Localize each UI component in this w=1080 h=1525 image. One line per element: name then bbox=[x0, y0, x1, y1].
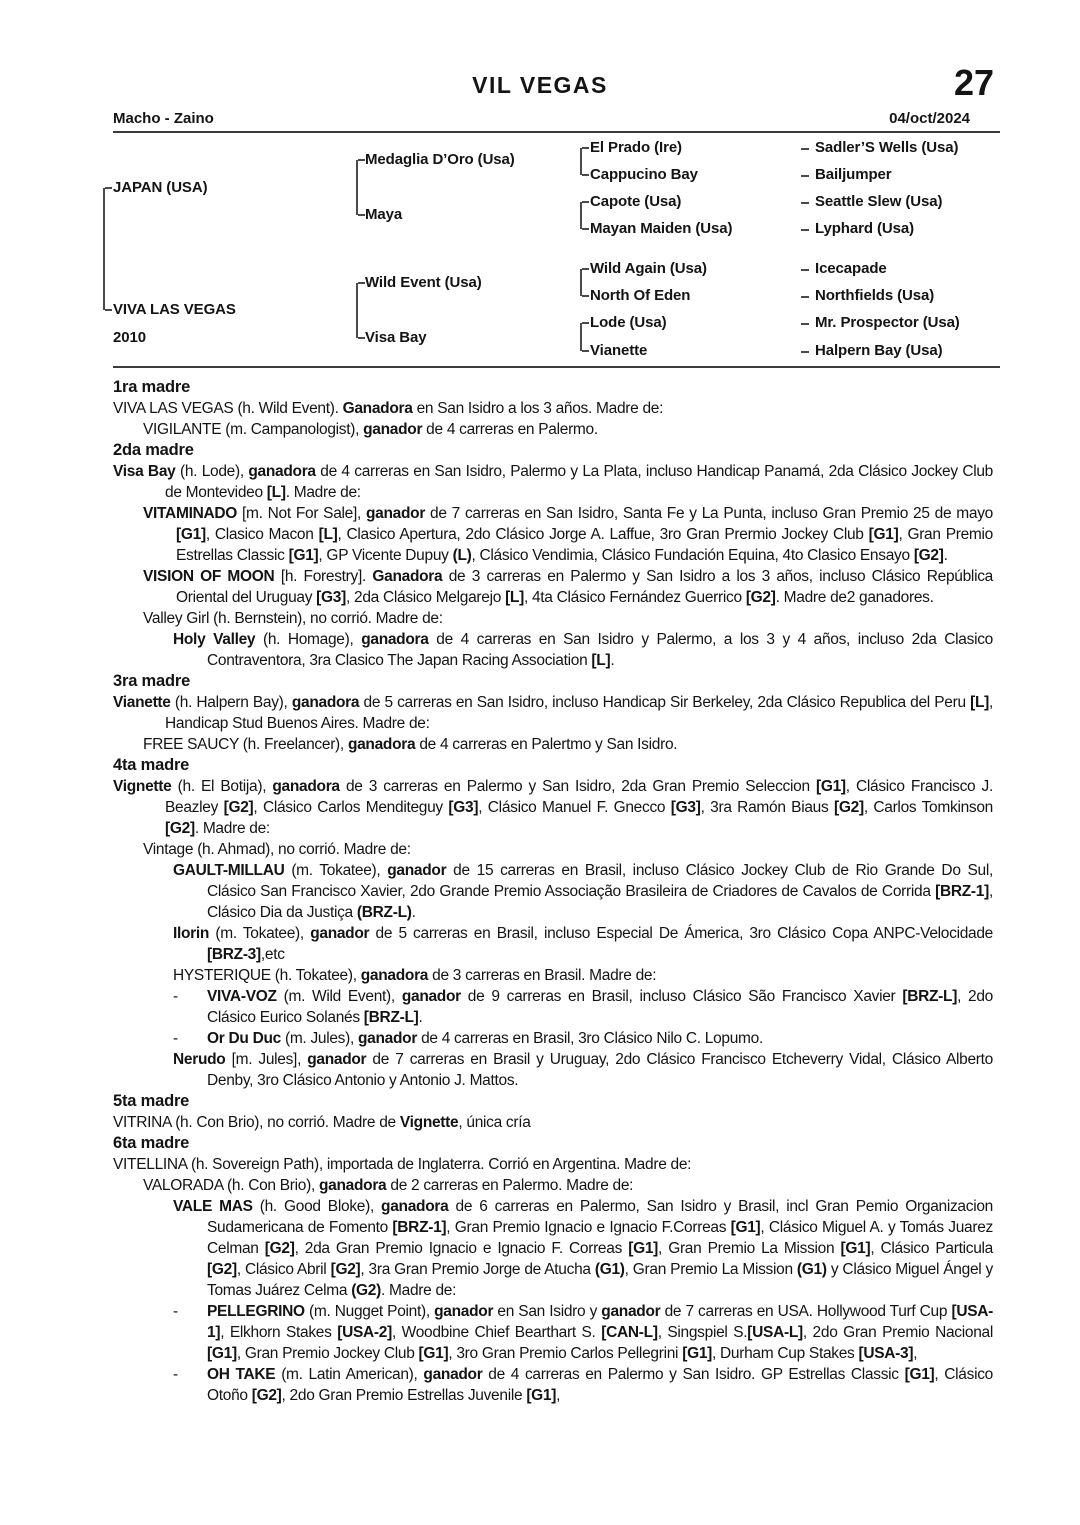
family-paragraph bbox=[113, 461, 993, 503]
pedigree-dash-tick bbox=[801, 269, 809, 271]
pedigree-name: Vianette bbox=[590, 342, 648, 359]
text-segment: ganador bbox=[363, 421, 423, 438]
text-segment: [G2] bbox=[251, 1387, 282, 1404]
text-segment: y Clásico Miguel Ángel y Tomas Juárez Celma bbox=[207, 1261, 993, 1299]
section-heading: 5ta madre bbox=[113, 1092, 190, 1110]
text-segment: , Clásico Carlos Menditeguy bbox=[253, 799, 449, 816]
text-segment: , Gran Premio Estrellas Classic bbox=[176, 526, 993, 564]
family-paragraph bbox=[113, 1112, 993, 1133]
text-segment: . bbox=[943, 547, 948, 564]
text-segment: ganador bbox=[366, 505, 426, 522]
pedigree-dash-tick bbox=[801, 148, 809, 150]
family-paragraph bbox=[113, 734, 993, 755]
text-segment: , Clásico Manuel F. Gnecco bbox=[478, 799, 671, 816]
text-segment: ganador bbox=[423, 1366, 483, 1383]
text-segment: (h. Halpern Bay), bbox=[170, 694, 292, 711]
pedigree-bracket bbox=[580, 323, 589, 351]
section-heading: 4ta madre bbox=[113, 756, 190, 774]
text-segment: Holy Valley bbox=[173, 631, 256, 648]
pedigree-bracket bbox=[103, 188, 112, 310]
text-segment: [L] bbox=[591, 652, 611, 669]
text-segment: Ganadora bbox=[372, 568, 443, 585]
text-segment: OH TAKE bbox=[207, 1366, 276, 1383]
text-segment: Ilorin bbox=[173, 925, 210, 942]
text-segment: [G1] bbox=[868, 526, 899, 543]
pedigree-name: Bailjumper bbox=[815, 166, 892, 183]
dash-bullet: - bbox=[173, 1303, 178, 1320]
text-segment: ganador bbox=[310, 925, 370, 942]
text-segment: ganador bbox=[358, 1030, 418, 1047]
text-segment: [G1] bbox=[526, 1387, 557, 1404]
text-segment: de 3 carreras en Palermo y San Isidro, 2da Gran Premio Seleccion bbox=[339, 778, 816, 795]
text-segment: Vignette bbox=[399, 1114, 459, 1131]
text-segment: de 4 carreras en Palermo. bbox=[422, 421, 598, 438]
text-segment: , Handicap Stud Buenos Aires. Madre de: bbox=[165, 694, 993, 732]
pedigree-name: Halpern Bay (Usa) bbox=[815, 342, 943, 359]
pedigree-name: Visa Bay bbox=[365, 329, 427, 346]
text-segment: , 2do Clásico Eurico Solanés bbox=[207, 988, 993, 1026]
text-segment: [G1] bbox=[418, 1345, 449, 1362]
text-segment: . Madre de: bbox=[194, 820, 270, 837]
text-segment: Vianette bbox=[113, 694, 171, 711]
family-notes bbox=[113, 377, 993, 1406]
text-segment: HYSTERIQUE (h. Tokatee), bbox=[173, 967, 361, 984]
sex-coat-label: Macho - Zaino bbox=[113, 110, 214, 127]
text-segment: Ganadora bbox=[342, 400, 413, 417]
family-paragraph bbox=[113, 398, 993, 419]
text-segment: VISION OF MOON bbox=[143, 568, 275, 585]
pedigree-name: Icecapade bbox=[815, 260, 887, 277]
pedigree-dash-tick bbox=[801, 296, 809, 298]
pedigree-name: Sadler’S Wells (Usa) bbox=[815, 139, 959, 156]
text-segment: en San Isidro a los 3 años. Madre de: bbox=[412, 400, 664, 417]
family-paragraph bbox=[113, 776, 993, 839]
pedigree-name: Seattle Slew (Usa) bbox=[815, 193, 943, 210]
text-segment: , Clásico Particula bbox=[870, 1240, 993, 1257]
text-segment: ganador bbox=[434, 1303, 494, 1320]
text-segment: Vintage (h. Ahmad), no corrió. Madre de: bbox=[143, 841, 411, 858]
page-title: VIL VEGAS bbox=[472, 72, 608, 98]
pedigree-bracket bbox=[356, 160, 365, 215]
family-paragraph bbox=[113, 1028, 993, 1049]
text-segment: , bbox=[556, 1387, 561, 1404]
text-segment: (h. Good Bloke), bbox=[252, 1198, 382, 1215]
section-heading: 6ta madre bbox=[113, 1134, 190, 1152]
text-segment: de 4 carreras en San Isidro y Palermo, a los 3 y 4 años, incluso 2da Clasico Contraventora, 3ra Clasico The Japan Racing Association bbox=[207, 631, 993, 669]
text-segment: . bbox=[610, 652, 615, 669]
text-segment: , 2do Gran Premio Estrellas Juvenile bbox=[281, 1387, 527, 1404]
section-heading: 2da madre bbox=[113, 441, 194, 459]
text-segment: , única cría bbox=[458, 1114, 531, 1131]
text-segment: , 2da Clásico Melgarejo bbox=[345, 589, 506, 606]
text-segment: de 7 carreras en USA. Hollywood Turf Cup bbox=[660, 1303, 952, 1320]
text-segment: [G2] bbox=[207, 1261, 237, 1278]
dash-bullet: - bbox=[173, 1030, 178, 1047]
text-segment: , Clasico Apertura, 2do Clásico Jorge A. Laffue, 3ro Gran Prermio Jockey Club bbox=[337, 526, 869, 543]
text-segment: ganadora bbox=[360, 967, 429, 984]
text-segment: de 5 carreras en San Isidro, incluso Handicap Sir Berkeley, 2da Clásico Republica del Peru bbox=[359, 694, 971, 711]
text-segment: VITELLINA (h. Sovereign Path), importada de Inglaterra. Corrió en Argentina. Madre de: bbox=[113, 1156, 692, 1173]
text-segment: , Gran Premio La Mission bbox=[624, 1261, 797, 1278]
text-segment: ganadora bbox=[347, 736, 416, 753]
family-paragraph bbox=[113, 860, 993, 923]
family-paragraph bbox=[113, 503, 993, 566]
text-segment: FREE SAUCY (h. Freelancer), bbox=[143, 736, 348, 753]
text-segment: ganadora bbox=[248, 463, 316, 480]
dash-bullet: - bbox=[173, 988, 178, 1005]
text-segment: [G2] bbox=[834, 799, 864, 816]
text-segment: GAULT-MILLAU bbox=[173, 862, 285, 879]
family-paragraph bbox=[113, 923, 993, 965]
text-segment: [G2] bbox=[264, 1240, 295, 1257]
text-segment: (m. Jules), bbox=[280, 1030, 359, 1047]
text-segment: (G1) bbox=[594, 1261, 625, 1278]
text-segment: , 3ro Gran Premio Carlos Pellegrini bbox=[448, 1345, 683, 1362]
text-segment: (G1) bbox=[796, 1261, 827, 1278]
text-segment: , Gran Premio La Mission bbox=[658, 1240, 841, 1257]
pedigree-name: Cappucino Bay bbox=[590, 166, 698, 183]
family-paragraph bbox=[113, 629, 993, 671]
pedigree-bracket bbox=[356, 283, 365, 338]
section-heading: 3ra madre bbox=[113, 672, 191, 690]
text-segment: (m. Nugget Point), bbox=[304, 1303, 435, 1320]
text-segment: de 4 carreras en Palertmo y San Isidro. bbox=[415, 736, 678, 753]
text-segment: de 15 carreras en Brasil, incluso Clásico Jockey Club de Rio Grande Do Sul, Clásico San Francisco Xavier, 2do Grande Premio Associação Brasileira de Criadores de Cavalos de Corrida bbox=[207, 862, 993, 900]
text-segment: (m. Tokatee), bbox=[209, 925, 311, 942]
text-segment: . Madre de2 ganadores. bbox=[775, 589, 934, 606]
text-segment: [BRZ-3] bbox=[207, 946, 261, 963]
text-segment: , 4ta Clásico Fernández Guerrico bbox=[523, 589, 746, 606]
text-segment: en San Isidro y bbox=[493, 1303, 602, 1320]
text-segment: VIGILANTE (m. Campanologist), bbox=[143, 421, 364, 438]
text-segment: , 2do Gran Premio Nacional bbox=[802, 1324, 993, 1341]
text-segment: [G2] bbox=[165, 820, 195, 837]
text-segment: ganadora bbox=[319, 1177, 387, 1194]
text-segment: [G1] bbox=[176, 526, 206, 543]
pedigree-name: VIVA LAS VEGAS bbox=[113, 301, 236, 318]
text-segment: . bbox=[411, 904, 416, 921]
pedigree-dash-tick bbox=[801, 175, 809, 177]
text-segment: de 7 carreras en Brasil y Uruguay, 2do Clásico Francisco Etcheverry Vidal, Clásico Alberto Denby, 3ro Clásico Antonio y Antonio J. Mattos. bbox=[207, 1051, 993, 1089]
text-segment: VALE MAS bbox=[173, 1198, 253, 1215]
text-segment: , Carlos Tomkinson bbox=[863, 799, 993, 816]
pedigree-name: Lode (Usa) bbox=[590, 314, 667, 331]
text-segment: [G1] bbox=[288, 547, 319, 564]
text-segment: [G3] bbox=[448, 799, 479, 816]
text-segment: [h. Forestry]. bbox=[274, 568, 373, 585]
text-segment: ganador bbox=[601, 1303, 661, 1320]
text-segment: (BRZ-L) bbox=[356, 904, 412, 921]
family-paragraph bbox=[113, 1301, 993, 1364]
text-segment: [CAN-L] bbox=[601, 1324, 658, 1341]
text-segment: ganadora bbox=[272, 778, 340, 795]
text-segment: , Woodbine Chief Bearthart S. bbox=[391, 1324, 602, 1341]
text-segment: [L] bbox=[970, 694, 989, 711]
text-segment: , Clásico Miguel A. y Tomás Juarez Celman bbox=[207, 1219, 993, 1257]
pedigree-name: Mayan Maiden (Usa) bbox=[590, 220, 733, 237]
text-segment: [G1] bbox=[628, 1240, 659, 1257]
text-segment: [USA-1] bbox=[207, 1303, 994, 1341]
pedigree-name: Wild Again (Usa) bbox=[590, 260, 707, 277]
pedigree-name: El Prado (Ire) bbox=[590, 139, 682, 156]
text-segment: ,etc bbox=[260, 946, 285, 963]
pedigree-dash-tick bbox=[801, 229, 809, 231]
pedigree-name: JAPAN (USA) bbox=[113, 179, 208, 196]
text-segment: ganadora bbox=[361, 631, 429, 648]
pedigree-name: Capote (Usa) bbox=[590, 193, 682, 210]
text-segment: [USA-2] bbox=[337, 1324, 392, 1341]
text-segment: . Madre de: bbox=[381, 1282, 457, 1299]
pedigree-table bbox=[113, 131, 1000, 366]
family-paragraph bbox=[113, 1364, 993, 1406]
family-paragraph bbox=[113, 419, 993, 440]
text-segment: [m. Not For Sale], bbox=[237, 505, 366, 522]
family-paragraph bbox=[113, 965, 993, 986]
text-segment: [BRZ-1] bbox=[935, 883, 989, 900]
text-segment: ganador bbox=[401, 988, 461, 1005]
text-segment: de 5 carreras en Brasil, incluso Especial De Ámerica, 3ro Clásico Copa ANPC-Velocidade bbox=[369, 925, 993, 942]
text-segment: [BRZ-1] bbox=[392, 1219, 447, 1236]
text-segment: PELLEGRINO bbox=[207, 1303, 305, 1320]
text-segment: Visa Bay bbox=[113, 463, 176, 480]
text-segment: de 3 carreras en Brasil. Madre de: bbox=[428, 967, 657, 984]
text-segment: [L] bbox=[266, 484, 286, 501]
text-segment: ganador bbox=[307, 1051, 367, 1068]
pedigree-name: Maya bbox=[365, 206, 403, 223]
text-segment: [G1] bbox=[730, 1219, 761, 1236]
text-segment: , 3ra Gran Premio Jorge de Atucha bbox=[360, 1261, 595, 1278]
text-segment: Nerudo bbox=[173, 1051, 226, 1068]
family-paragraph bbox=[113, 1196, 993, 1301]
text-segment: [G2] bbox=[913, 547, 944, 564]
text-segment: Vignette bbox=[113, 778, 172, 795]
text-segment: [G1] bbox=[682, 1345, 713, 1362]
text-segment: . Madre de: bbox=[285, 484, 361, 501]
text-segment: (m. Wild Event), bbox=[276, 988, 402, 1005]
text-segment: , Singspiel S. bbox=[657, 1324, 748, 1341]
pedigree-dash-tick bbox=[801, 202, 809, 204]
text-segment: , Gran Premio Jockey Club bbox=[236, 1345, 419, 1362]
text-segment: [BRZ-L] bbox=[902, 988, 958, 1005]
text-segment: [G3] bbox=[670, 799, 701, 816]
text-segment: . bbox=[418, 1009, 423, 1026]
family-paragraph bbox=[113, 608, 993, 629]
pedigree-name: North Of Eden bbox=[590, 287, 691, 304]
text-segment: , Clásico Otoño bbox=[207, 1366, 993, 1404]
text-segment: [G3] bbox=[316, 589, 346, 606]
text-segment: , Clásico Francisco J. Beazley bbox=[165, 778, 993, 816]
text-segment: , 2da Gran Premio Ignacio e Ignacio F. Correas bbox=[294, 1240, 629, 1257]
pedigree-name: Wild Event (Usa) bbox=[365, 274, 482, 291]
text-segment: [G1] bbox=[815, 778, 846, 795]
text-segment: , Clásico Dia da Justiça bbox=[207, 883, 993, 921]
family-paragraph bbox=[113, 1175, 993, 1196]
text-segment: , Durham Cup Stakes bbox=[712, 1345, 859, 1362]
pedigree-bracket bbox=[580, 202, 589, 229]
text-segment: VITRINA (h. Con Brio), no corrió. Madre de bbox=[113, 1114, 400, 1131]
pedigree-dash-tick bbox=[801, 323, 809, 325]
text-segment: ganador bbox=[387, 862, 447, 879]
family-paragraph bbox=[113, 1154, 993, 1175]
text-segment: VALORADA (h. Con Brio), bbox=[143, 1177, 319, 1194]
text-segment: VITAMINADO bbox=[143, 505, 238, 522]
family-paragraph bbox=[113, 566, 993, 608]
text-segment: Or Du Duc bbox=[207, 1030, 281, 1047]
text-segment: ganadora bbox=[291, 694, 360, 711]
text-segment: de 9 carreras en Brasil, incluso Clásico São Francisco Xavier bbox=[460, 988, 903, 1005]
pedigree-year: 2010 bbox=[113, 329, 146, 346]
pedigree-bracket bbox=[580, 148, 589, 175]
pedigree-name: Mr. Prospector (Usa) bbox=[815, 314, 960, 331]
text-segment: [G1] bbox=[840, 1240, 871, 1257]
text-segment: de 3 carreras en Palermo y San Isidro a los 3 años, incluso Clásico República Oriental del Uruguay bbox=[176, 568, 993, 606]
dash-bullet: - bbox=[173, 1366, 178, 1383]
family-paragraph bbox=[113, 839, 993, 860]
text-segment: , Elkhorn Stakes bbox=[220, 1324, 338, 1341]
text-segment: (h. Homage), bbox=[255, 631, 362, 648]
text-segment: , Clásico Vendimia, Clásico Fundación Equina, 4to Clasico Ensayo bbox=[471, 547, 914, 564]
text-segment: [G2] bbox=[745, 589, 776, 606]
text-segment: [G2] bbox=[223, 799, 254, 816]
family-paragraph bbox=[113, 986, 993, 1028]
text-segment: [G2] bbox=[330, 1261, 361, 1278]
text-segment: de 4 carreras en San Isidro, Palermo y La Plata, incluso Handicap Panamá, 2da Clásico Jockey Club de Montevideo bbox=[165, 463, 993, 501]
text-segment: VIVA-VOZ bbox=[207, 988, 277, 1005]
text-segment: VIVA LAS VEGAS (h. Wild Event). bbox=[113, 400, 343, 417]
text-segment: (G2) bbox=[351, 1282, 381, 1299]
text-segment: , GP Vicente Dupuy bbox=[318, 547, 453, 564]
pedigree-bracket bbox=[580, 269, 589, 296]
text-segment: [L] bbox=[318, 526, 338, 543]
text-segment: , Clasico Macon bbox=[205, 526, 319, 543]
text-segment: (m. Tokatee), bbox=[284, 862, 388, 879]
text-segment: de 2 carreras en Palermo. Madre de: bbox=[386, 1177, 634, 1194]
text-segment: [m. Jules], bbox=[225, 1051, 308, 1068]
pedigree-dash-tick bbox=[801, 351, 809, 353]
text-segment: [G1] bbox=[904, 1366, 935, 1383]
section-heading: 1ra madre bbox=[113, 378, 191, 396]
text-segment: de 4 carreras en Brasil, 3ro Clásico Nilo C. Lopumo. bbox=[417, 1030, 763, 1047]
text-segment: de 7 carreras en San Isidro, Santa Fe y La Punta, incluso Gran Premio 25 de mayo bbox=[425, 505, 993, 522]
text-segment: [G1] bbox=[207, 1345, 237, 1362]
text-segment: Valley Girl (h. Bernstein), no corrió. Madre de: bbox=[143, 610, 443, 627]
text-segment: [USA-3] bbox=[858, 1345, 914, 1362]
text-segment: , 3ra Ramón Biaus bbox=[700, 799, 834, 816]
text-segment: (h. El Botija), bbox=[171, 778, 273, 795]
text-segment: (h. Lode), bbox=[175, 463, 249, 480]
family-paragraph bbox=[113, 1049, 993, 1091]
text-segment: , Gran Premio Ignacio e Ignacio F.Correas bbox=[446, 1219, 731, 1236]
pedigree-name: Medaglia D’Oro (Usa) bbox=[365, 151, 515, 168]
pedigree-name: Lyphard (Usa) bbox=[815, 220, 914, 237]
pedigree-name: Northfields (Usa) bbox=[815, 287, 935, 304]
pedigree-rule bbox=[113, 366, 1000, 368]
text-segment: , Clásico Abril bbox=[236, 1261, 331, 1278]
sale-date: 04/oct/2024 bbox=[889, 110, 970, 127]
text-segment: ganadora bbox=[381, 1198, 449, 1215]
text-segment: [L] bbox=[505, 589, 524, 606]
text-segment: de 4 carreras en Palermo y San Isidro. GP Estrellas Classic bbox=[482, 1366, 905, 1383]
family-paragraph bbox=[113, 692, 993, 734]
text-segment: (m. Latin American), bbox=[275, 1366, 424, 1383]
text-segment: (L) bbox=[452, 547, 472, 564]
text-segment: , bbox=[913, 1345, 918, 1362]
hip-number: 27 bbox=[953, 62, 994, 103]
text-segment: de 6 carreras en Palermo, San Isidro y Brasil, incl Gran Pemio Organizacion Sudamericana de Fomento bbox=[207, 1198, 993, 1236]
text-segment: [USA-L] bbox=[747, 1324, 803, 1341]
text-segment: [BRZ-L] bbox=[363, 1009, 419, 1026]
